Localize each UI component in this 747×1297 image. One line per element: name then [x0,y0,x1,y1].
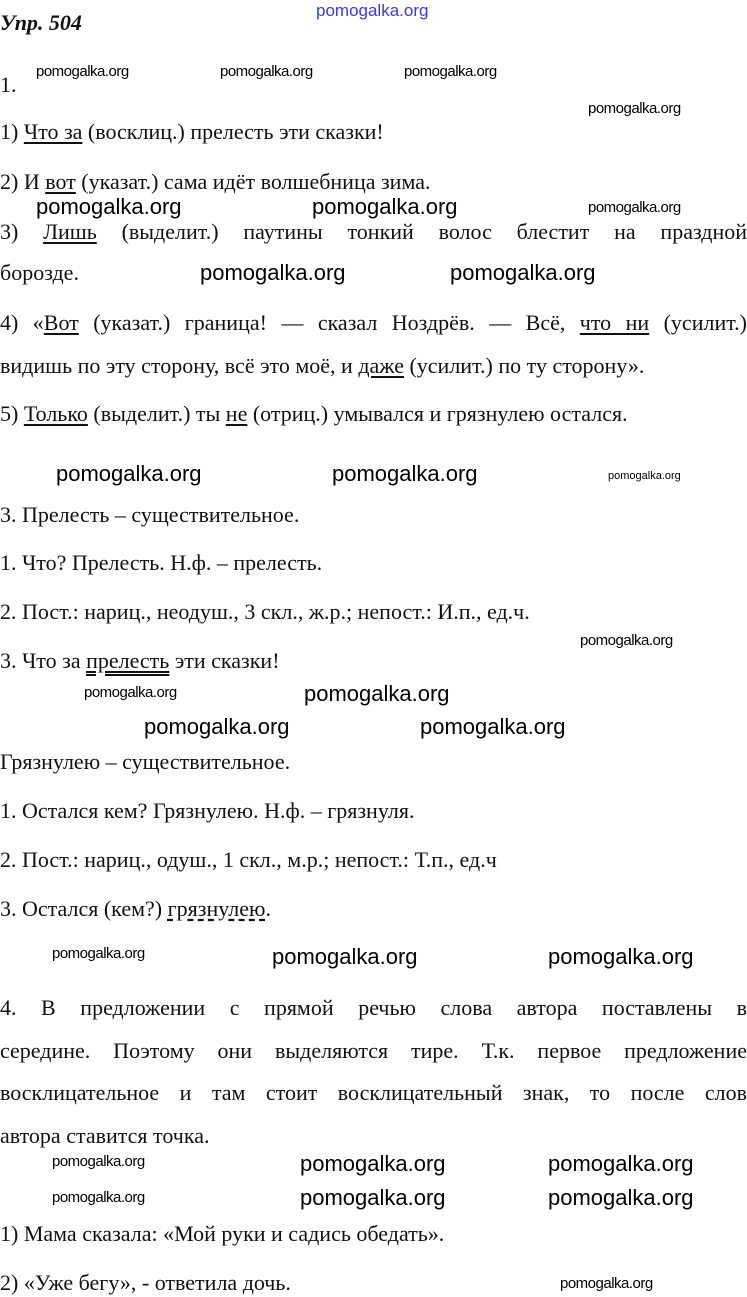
watermark: pomogalka.org [588,100,681,117]
watermark: pomogalka.org [316,1,429,20]
watermark: pomogalka.org [84,684,177,701]
item-number: 1. [0,72,17,97]
sentence-5: 5) Только (выделит.) ты не (отриц.) умывался и грязнулею остался. [0,401,628,426]
paragraph-line: восклицательное и там стоит восклицательный знак, то после слов [0,1080,747,1105]
watermark: pomogalka.org [332,461,478,486]
watermark: pomogalka.org [404,63,497,80]
watermark: pomogalka.org [36,194,182,219]
watermark: pomogalka.org [52,1153,145,1170]
watermark: pomogalka.org [588,199,681,216]
watermark: pomogalka.org [300,1151,446,1176]
sentence-3-cont: борозде. [0,260,79,285]
watermark: pomogalka.org [304,681,450,706]
analysis-line: 2. Пост.: нариц., одуш., 1 скл., м.р.; непост.: Т.п., ед.ч [0,847,497,872]
exercise-title: Упр. 504 [0,10,82,35]
sentence-1: 1) Что за (восклиц.) прелесть эти сказки! [0,119,384,144]
watermark: pomogalka.org [608,470,681,482]
example-2: 2) «Уже бегу», - ответила дочь. [0,1270,291,1295]
watermark: pomogalka.org [200,260,346,285]
watermark: pomogalka.org [548,1185,694,1210]
sentence-4-cont: видишь по эту сторону, всё это моё, и даже (усилит.) по ту сторону». [0,353,645,378]
watermark: pomogalka.org [272,944,418,969]
watermark: pomogalka.org [52,945,145,962]
watermark: pomogalka.org [548,1151,694,1176]
analysis-line: 1. Что? Прелесть. Н.ф. – прелесть. [0,550,323,575]
watermark: pomogalka.org [300,1185,446,1210]
sentence-3: 3) Лишь (выделит.) паутины тонкий волос блестит на праздной [0,219,747,244]
analysis-heading-1: 3. Прелесть – существительное. [0,502,300,527]
watermark: pomogalka.org [144,714,290,739]
sentence-4: 4) «Вот (указат.) граница! — сказал Ноздрёв. — Всё, что ни (усилит.) [0,310,747,335]
watermark: pomogalka.org [56,461,202,486]
watermark: pomogalka.org [220,63,313,80]
watermark: pomogalka.org [420,714,566,739]
watermark: pomogalka.org [312,194,458,219]
watermark: pomogalka.org [36,63,129,80]
watermark: pomogalka.org [52,1189,145,1206]
paragraph-line: 4. В предложении с прямой речью слова автора поставлены в [0,995,747,1020]
analysis-line: 3. Остался (кем?) грязнулею. [0,896,271,921]
watermark: pomogalka.org [580,632,673,649]
watermark: pomogalka.org [450,260,596,285]
analysis-line: 1. Остался кем? Грязнулею. Н.ф. – грязнуля. [0,798,415,823]
analysis-line: 3. Что за прелесть эти сказки! [0,648,280,673]
watermark: pomogalka.org [548,944,694,969]
paragraph-line: середине. Поэтому они выделяются тире. Т.к. первое предложение [0,1038,747,1063]
analysis-line: 2. Пост.: нариц., неодуш., 3 скл., ж.р.; непост.: И.п., ед.ч. [0,599,530,624]
analysis-heading-2: Грязнулею – существительное. [0,749,291,774]
example-1: 1) Мама сказала: «Мой руки и садись обедать». [0,1221,445,1246]
watermark: pomogalka.org [560,1275,653,1292]
paragraph-line: автора ставится точка. [0,1123,210,1148]
sentence-2: 2) И вот (указат.) сама идёт волшебница зима. [0,169,431,194]
